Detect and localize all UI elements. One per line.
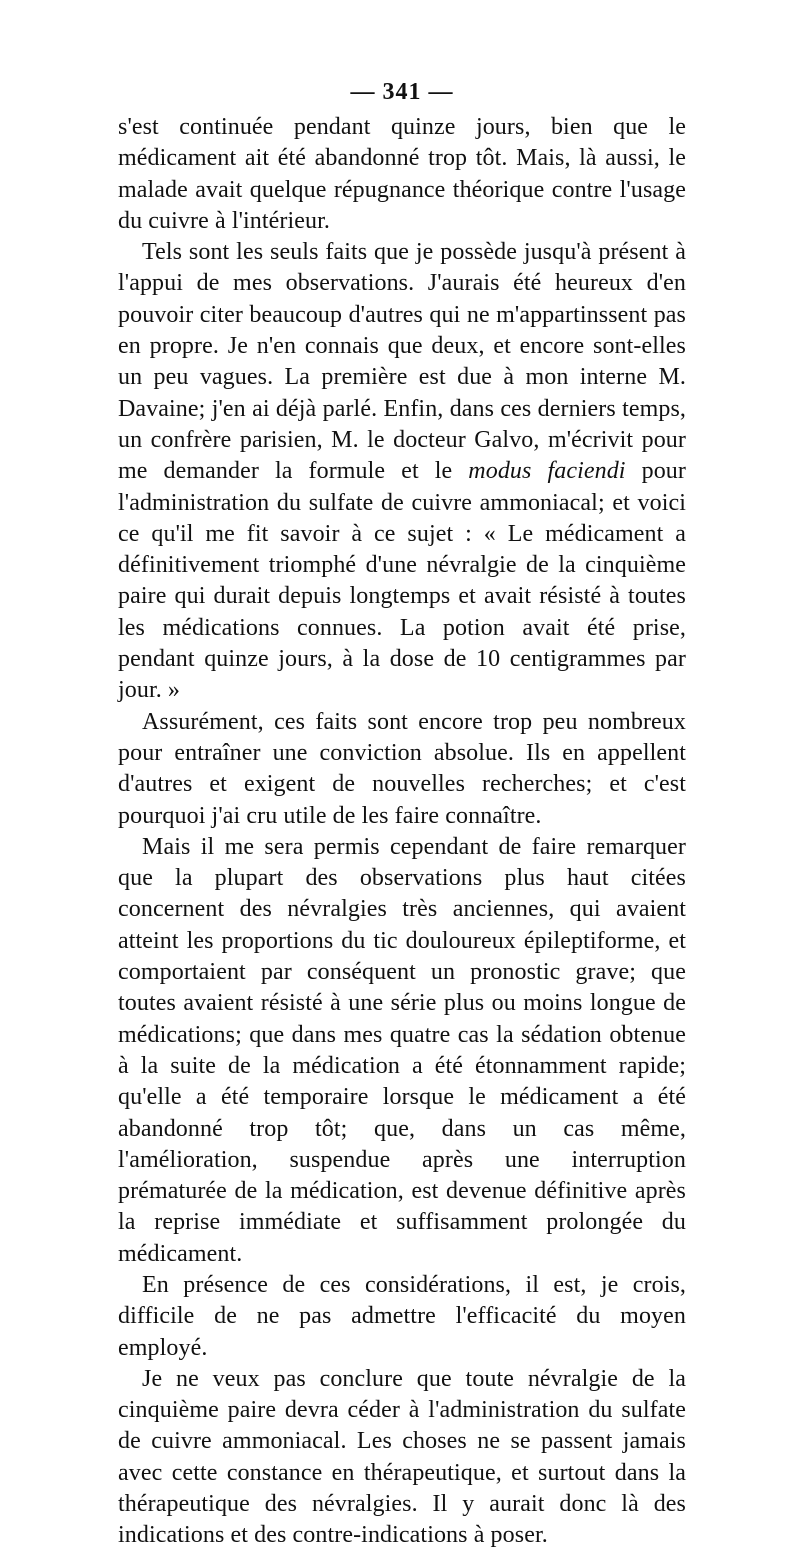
paragraph-observations (118, 237, 686, 706)
paragraph-conviction: Assurément, ces faits sont encore trop peu nombreux pour entraîner une conviction absolue. Ils en appellent d'autres et exigent de nouvelles recherches; et c'est pourquoi j'ai cru utile de les faire connaître. (118, 708, 686, 829)
paragraph-continuation: s'est continuée pendant quinze jours, bien que le médicament ait été abandonné trop tôt. Mais, là aussi, le malade avait quelque répugnance théorique contre l'usage du cuivre à l'intérieur. (118, 114, 686, 234)
paragraph-observations-part1: Tels sont les seuls faits que je possède jusqu'à présent à l'appui de mes observations. J'aurais été heureux d'en pouvoir citer beaucoup d'autres qui ne m'appartinssent pas en propre. Je n'en connais que deux, et encore sont-elles un peu vagues. La première est due à mon interne M. Davaine; j'en ai déjà parlé. Enfin, dans ces derniers temps, un confrère parisien, M. le docteur Galvo, m'écrivit pour me demander la formule et le (118, 239, 686, 485)
paragraph-remarks: Mais il me sera permis cependant de faire remarquer que la plupart des observations plus haut citées concernent des névralgies très anciennes, qui avaient atteint les proportions du tic douloureux épileptiforme, et comportaient par conséquent un pronostic grave; que toutes avaient résisté à une série plus ou moins longue de médications; que dans mes quatre cas la sédation obtenue à la suite de la médication a été étonnamment rapide; qu'elle a été temporaire lorsque le médicament a été abandonné trop tôt; que, dans un cas même, l'amélioration, suspendue après une interruption prématurée de la médication, est devenue définitive après la reprise immédiate et suffisamment prolongée du médicament. (118, 833, 686, 1267)
paragraph-efficacy: En présence de ces considérations, il est, je crois, difficile de ne pas admettre l'efficacité du moyen employé. (118, 1271, 686, 1361)
book-page (118, 80, 686, 1552)
modus-faciendi-phrase: modus faciendi (468, 458, 626, 485)
paragraph-observations-part2: pour l'administration du sulfate de cuivre ammoniacal; et voici ce qu'il me fit savoir à ce sujet : « Le médicament a définitivement triomphé d'une névralgie de la cinquième paire qui durait depuis longtemps et avait résisté à toutes les médications connues. La potion avait été prise, pendant quinze jours, à la dose de 10 centigrammes par jour. » (118, 458, 686, 704)
paragraph-conclusion: Je ne veux pas conclure que toute névralgie de la cinquième paire devra céder à l'administration du sulfate de cuivre ammoniacal. Les choses ne se passent jamais avec cette constance en thérapeutique, et surtout dans la thérapeutique des névralgies. Il y aurait donc là des indications et des contre-indications à poser. (118, 1365, 686, 1549)
page-number: — 341 — (350, 79, 454, 105)
